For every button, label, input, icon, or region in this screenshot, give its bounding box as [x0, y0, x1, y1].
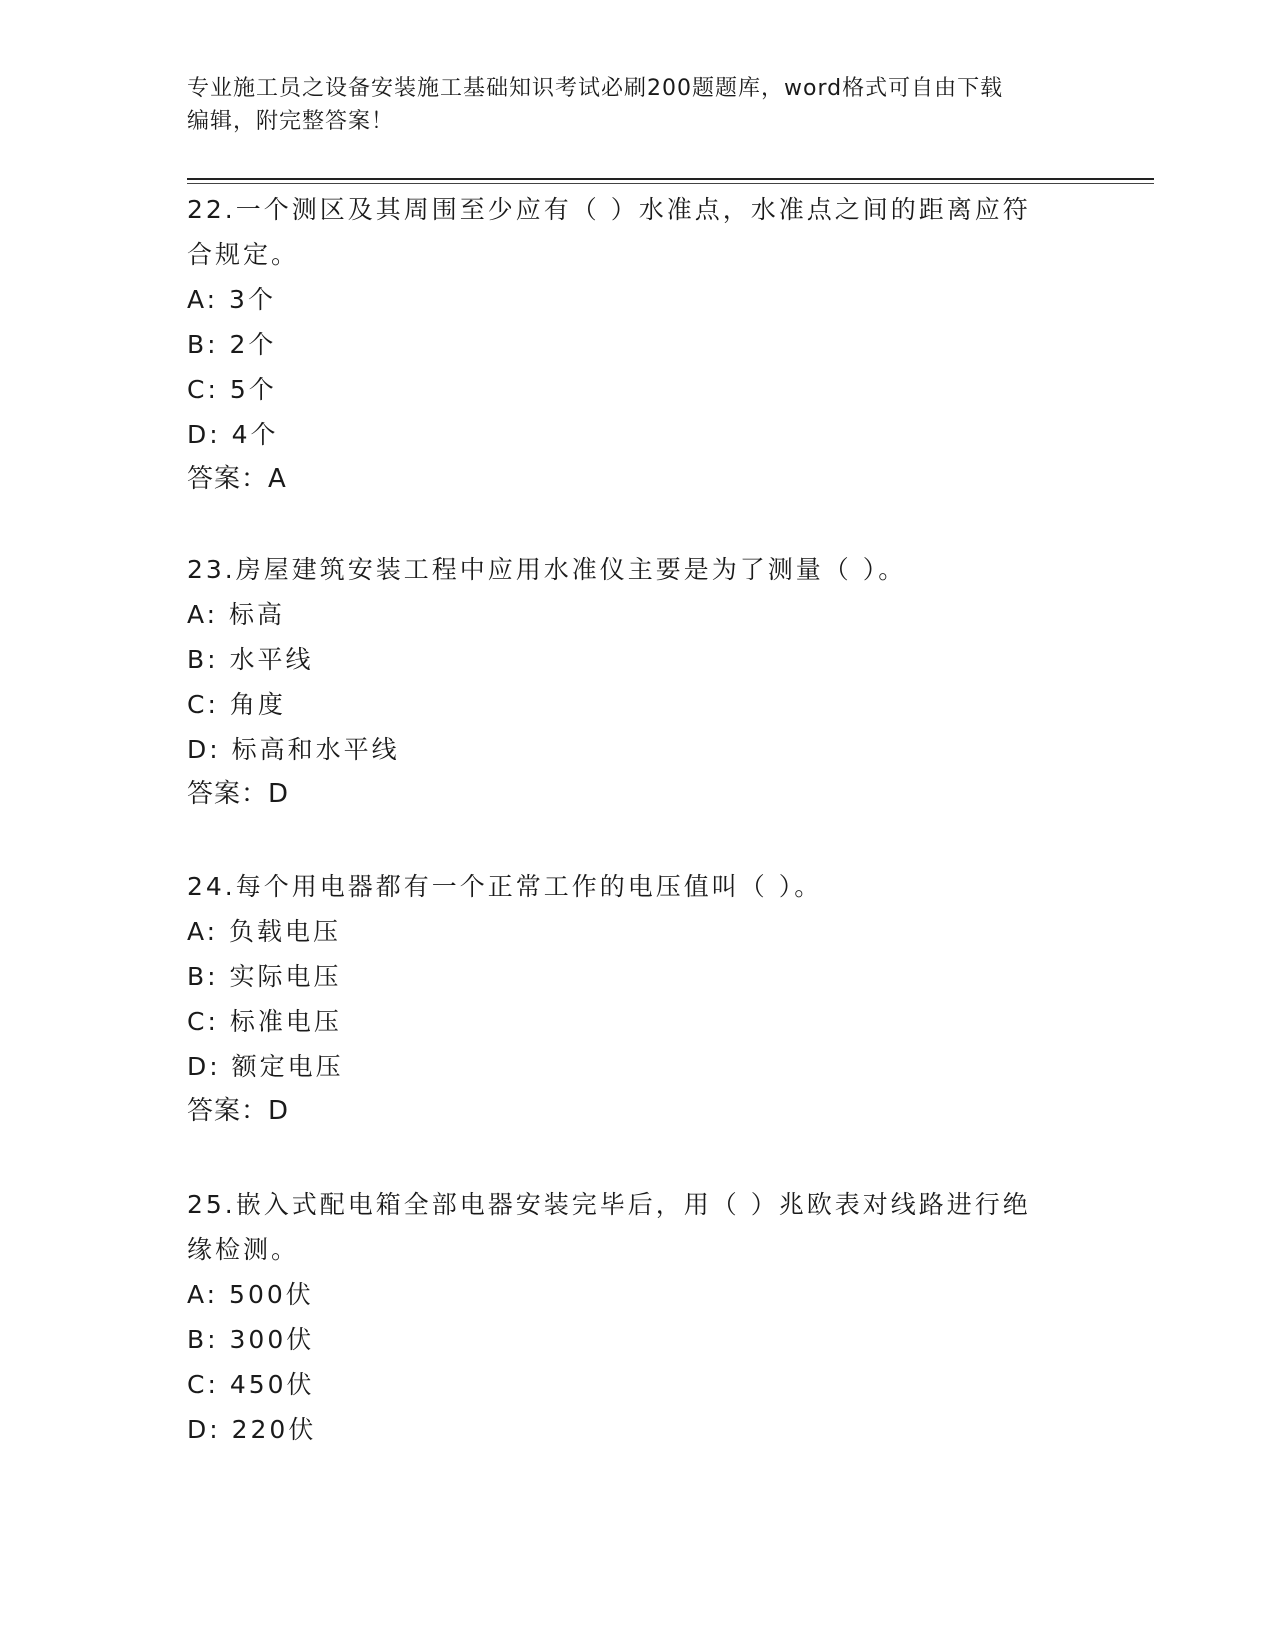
question-stem-line-2: 缘检测。: [187, 1235, 300, 1264]
document-header: [187, 72, 1087, 138]
question-stem-line-1: 25.嵌入式配电箱全部电器安装完毕后，用（ ）兆欧表对线路进行绝: [187, 1190, 1031, 1219]
question-stem-line-1: 22.一个测区及其周围至少应有（ ）水准点，水准点之间的距离应符: [187, 195, 1031, 224]
question-23: [187, 547, 1067, 818]
question-stem-line-1: 24.每个用电器都有一个正常工作的电压值叫（ ）。: [187, 872, 823, 901]
option-c: C: 450伏: [187, 1370, 315, 1399]
answer: 答案：A: [187, 464, 287, 494]
option-a: A: 500伏: [187, 1280, 314, 1309]
option-d: D: 额定电压: [187, 1052, 344, 1081]
header-divider-thin: [187, 183, 1154, 184]
header-line-2: 编辑，附完整答案！: [187, 109, 395, 134]
option-d: D: 4个: [187, 420, 279, 449]
option-a: A: 标高: [187, 600, 286, 629]
header-line-1: 专业施工员之设备安装施工基础知识考试必刷200题题库，word格式可自由下载: [187, 76, 1004, 101]
option-a: A: 负载电压: [187, 917, 342, 946]
question-24: [187, 864, 1067, 1135]
question-stem-line-2: 合规定。: [187, 240, 300, 269]
question-25: [187, 1182, 1067, 1452]
question-stem-line-1: 23.房屋建筑安装工程中应用水准仪主要是为了测量（ ）。: [187, 555, 907, 584]
option-a: A: 3个: [187, 285, 276, 314]
option-b: B: 实际电压: [187, 962, 342, 991]
option-d: D: 标高和水平线: [187, 735, 400, 764]
answer: 答案：D: [187, 1096, 290, 1126]
option-b: B: 水平线: [187, 645, 314, 674]
question-22: [187, 187, 1067, 503]
option-d: D: 220伏: [187, 1415, 317, 1444]
option-c: C: 标准电压: [187, 1007, 342, 1036]
header-divider: [187, 178, 1154, 180]
option-b: B: 2个: [187, 330, 277, 359]
option-c: C: 角度: [187, 690, 286, 719]
option-c: C: 5个: [187, 375, 277, 404]
answer: 答案：D: [187, 779, 290, 809]
option-b: B: 300伏: [187, 1325, 315, 1354]
